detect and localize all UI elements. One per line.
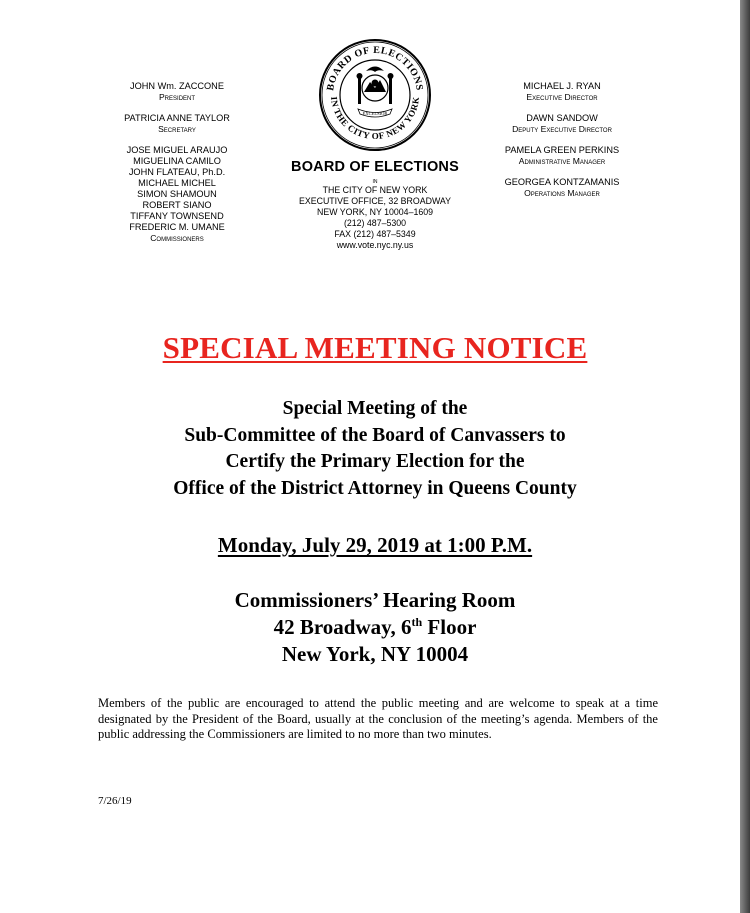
staff-name: DAWN SANDOW	[526, 113, 598, 123]
page-edge-shadow	[740, 0, 750, 913]
address-line: THE CITY OF NEW YORK	[322, 185, 428, 195]
officer-name: PATRICIA ANNE TAYLOR	[124, 113, 230, 123]
staff-title: Administrative Manager	[518, 156, 606, 166]
fax-line: FAX (212) 487–5349	[334, 229, 416, 239]
public-notice-paragraph: Members of the public are encouraged to attend the public meeting and are welcome to speak at a time designated by the President of the Board, usually at the conclusion of the meeting’s agenda. Members of the public addressing the Commissioners are limited to no more than two minutes.	[98, 696, 658, 742]
commissioner-name: MIGUELINA CAMILO	[133, 156, 221, 166]
staff-name: PAMELA GREEN PERKINS	[504, 145, 620, 155]
commissioner-name: TIFFANY TOWNSEND	[130, 211, 224, 221]
commissioner-name: JOSE MIGUEL ARAUJO	[126, 145, 228, 155]
staff-title: Operations Manager	[524, 188, 600, 198]
board-of-elections-seal-icon	[318, 38, 432, 152]
commissioner-name: SIMON SHAMOUN	[137, 189, 217, 199]
location-address: 42 Broadway, 6th Floor	[273, 615, 477, 639]
website-link[interactable]: www.vote.nyc.ny.us	[336, 240, 414, 250]
phone-line: (212) 487–5300	[343, 218, 407, 228]
in-label: in	[372, 176, 378, 185]
svg-text:EXCELSIOR: EXCELSIOR	[362, 111, 388, 116]
meeting-datetime: Monday, July 29, 2019 at 1:00 P.M.	[217, 533, 533, 557]
svg-text:IN THE CITY OF NEW YORK: IN THE CITY OF NEW YORK	[329, 95, 422, 142]
officer-title: Secretary	[158, 124, 196, 134]
location-city: New York, NY 10004	[281, 642, 469, 666]
address-line: EXECUTIVE OFFICE, 32 BROADWAY	[298, 196, 452, 206]
staff-column	[470, 81, 654, 199]
commissioners-label: Commissioners	[150, 233, 204, 243]
commissioner-name: MICHAEL MICHEL	[138, 178, 216, 188]
staff-title: Executive Director	[526, 92, 598, 102]
staff-name: GEORGEA KONTZAMANIS	[504, 177, 620, 187]
commissioner-name: ROBERT SIANO	[142, 200, 212, 210]
commissioner-name: FREDERIC M. UMANE	[129, 222, 225, 232]
document-date: 7/26/19	[98, 795, 132, 807]
description-line: Certify the Primary Election for the	[225, 451, 525, 472]
board-title: BOARD OF ELECTIONS	[291, 159, 459, 175]
description-line: Special Meeting of the	[282, 398, 468, 419]
meeting-location	[0, 587, 750, 668]
staff-title: Deputy Executive Director	[512, 124, 612, 134]
description-line: Sub-Committee of the Board of Canvassers to	[184, 424, 566, 446]
staff-name: MICHAEL J. RYAN	[523, 81, 601, 91]
officer-name: JOHN Wm. ZACCONE	[130, 81, 224, 91]
meeting-description	[0, 396, 750, 502]
commissioner-name: JOHN FLATEAU, Ph.D.	[128, 167, 226, 177]
officer-title: President	[158, 92, 196, 102]
description-line: Office of the District Attorney in Queens County	[173, 477, 577, 499]
notice-title: SPECIAL MEETING NOTICE	[162, 330, 588, 365]
address-line: NEW YORK, NY 10004–1609	[316, 207, 434, 217]
location-room: Commissioners’ Hearing Room	[234, 588, 516, 612]
svg-text:BOARD OF ELECTIONS: BOARD OF ELECTIONS	[325, 44, 425, 92]
